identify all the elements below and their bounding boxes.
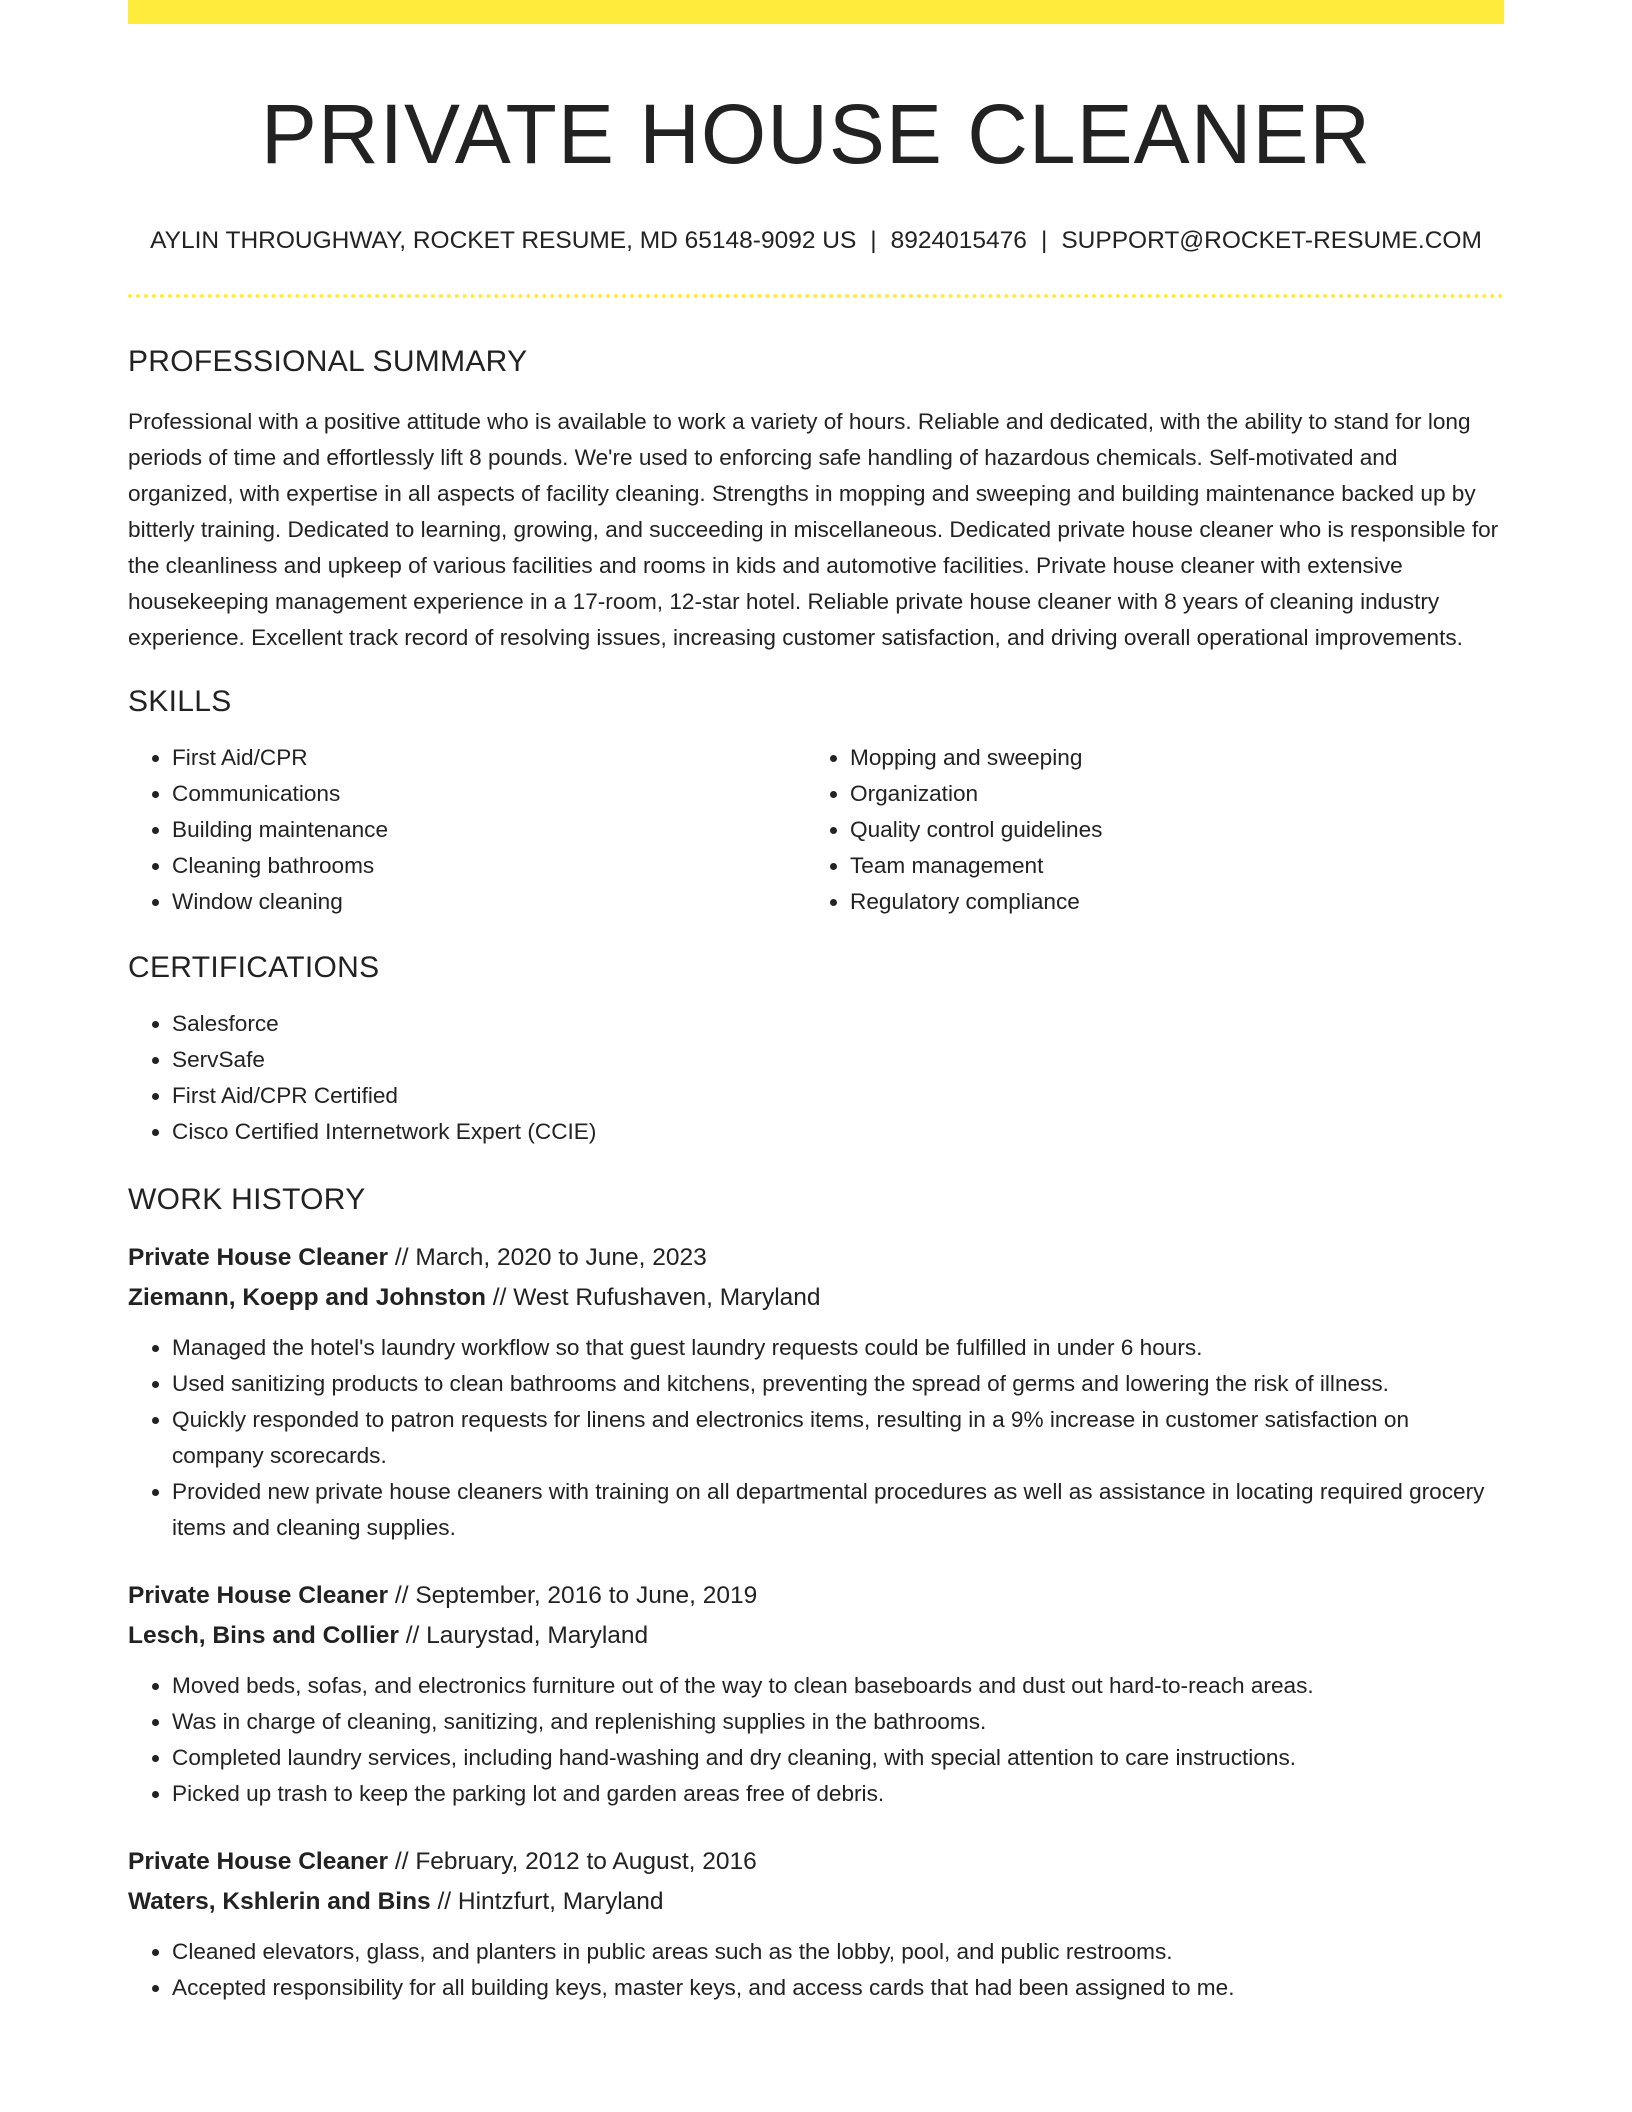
skill-item: • Regulatory compliance: [850, 884, 1484, 920]
contact-separator: |: [870, 227, 877, 254]
skill-item: • Team management: [850, 848, 1484, 884]
job-role-line: [128, 1842, 1504, 1882]
certification-item: • Salesforce: [172, 1006, 1504, 1042]
job-company-line: [128, 1882, 1504, 1922]
job-bullet: • Cleaned elevators, glass, and planters in public areas such as the lobby, pool, and public restrooms.: [172, 1934, 1504, 1970]
job-company: Waters, Kshlerin and Bins: [128, 1888, 431, 1915]
job-dates: // September, 2016 to June, 2019: [394, 1582, 758, 1609]
contact-address: AYLIN THROUGHWAY, ROCKET RESUME, MD 65148-9092 US: [150, 227, 857, 254]
skills-title: SKILLS: [128, 685, 232, 718]
skill-item: • Building maintenance: [172, 812, 806, 848]
certification-item: • First Aid/CPR Certified: [172, 1078, 1504, 1114]
job-role-line: [128, 1238, 1504, 1278]
dotted-divider: [128, 294, 1504, 298]
job-location: // Hintzfurt, Maryland: [437, 1888, 664, 1915]
job-dates: // March, 2020 to June, 2023: [394, 1244, 707, 1271]
job-bullet: • Managed the hotel's laundry workflow so that guest laundry requests could be fulfilled in under 6 hours.: [172, 1330, 1504, 1366]
work-history-title: WORK HISTORY: [128, 1183, 366, 1216]
contact-line: [128, 226, 1504, 256]
job-bullet: • Quickly responded to patron requests for linens and electronics items, resulting in a 9% increase in customer satisfaction on company scorecards.: [172, 1402, 1504, 1474]
job-bullet: • Used sanitizing products to clean bathrooms and kitchens, preventing the spread of germs and lowering the risk of illness.: [172, 1366, 1504, 1402]
certifications-list: [128, 1006, 1504, 1150]
job-bullets: [128, 1934, 1504, 2006]
job-bullet: • Picked up trash to keep the parking lot and garden areas free of debris.: [172, 1776, 1504, 1812]
skill-item: • Organization: [850, 776, 1484, 812]
job-bullet: • Completed laundry services, including hand-washing and dry cleaning, with special attention to care instructions.: [172, 1740, 1504, 1776]
skill-item: • Cleaning bathrooms: [172, 848, 806, 884]
job-role: Private House Cleaner: [128, 1582, 389, 1609]
job-bullet: • Moved beds, sofas, and electronics furniture out of the way to clean baseboards and dust out hard-to-reach areas.: [172, 1668, 1504, 1704]
job-dates: // February, 2012 to August, 2016: [394, 1848, 757, 1875]
skill-item: • Mopping and sweeping: [850, 740, 1484, 776]
job-bullets: [128, 1330, 1504, 1546]
certification-item: • Cisco Certified Internetwork Expert (CCIE): [172, 1114, 1504, 1150]
job-bullet: • Provided new private house cleaners with training on all departmental procedures as well as assistance in locating required grocery items and cleaning supplies.: [172, 1474, 1504, 1546]
skills-right-list: [806, 740, 1484, 920]
certifications-title: CERTIFICATIONS: [128, 951, 380, 984]
skills-left-list: [128, 740, 806, 920]
skill-item: • Quality control guidelines: [850, 812, 1484, 848]
top-accent-bar: [128, 0, 1504, 24]
contact-email: SUPPORT@ROCKET-RESUME.COM: [1061, 227, 1482, 254]
job-entry: [128, 1842, 1504, 2006]
job-bullet: • Was in charge of cleaning, sanitizing, and replenishing supplies in the bathrooms.: [172, 1704, 1504, 1740]
job-company-line: [128, 1278, 1504, 1318]
certification-item: • ServSafe: [172, 1042, 1504, 1078]
skill-item: • Communications: [172, 776, 806, 812]
resume-name: PRIVATE HOUSE CLEANER: [260, 87, 1372, 181]
summary-text: Professional with a positive attitude who is available to work a variety of hours. Reliable and dedicated, with the ability to stand for long periods of time and effortlessly lift 8 pounds. We're used to enforcing safe handling of hazardous chemicals. Self-motivated and organized, with expertise in all aspects of facility cleaning. Strengths in mopping and sweeping and building maintenance backed up by bitterly training. Dedicated to learning, growing, and succeeding in miscellaneous. Dedicated private house cleaner who is responsible for the cleanliness and upkeep of various facilities and rooms in kids and automotive facilities. Private house cleaner with extensive housekeeping management experience in a 17-room, 12-star hotel. Reliable private house cleaner with 8 years of cleaning industry experience. Excellent track record of resolving issues, increasing customer satisfaction, and driving overall operational improvements.: [128, 409, 1499, 650]
summary-title: PROFESSIONAL SUMMARY: [128, 345, 528, 378]
job-role-line: [128, 1576, 1504, 1616]
job-entry: [128, 1576, 1504, 1812]
job-bullet: • Accepted responsibility for all building keys, master keys, and access cards that had been assigned to me.: [172, 1970, 1504, 2006]
job-role: Private House Cleaner: [128, 1848, 389, 1875]
job-bullets: [128, 1668, 1504, 1812]
resume-page: [128, 0, 1504, 2112]
job-location: // Laurystad, Maryland: [405, 1622, 649, 1649]
job-company: Lesch, Bins and Collier: [128, 1622, 399, 1649]
skill-item: • Window cleaning: [172, 884, 806, 920]
contact-separator: |: [1040, 227, 1048, 254]
job-entry: [128, 1238, 1504, 1546]
job-role: Private House Cleaner: [128, 1244, 389, 1271]
skill-item: • First Aid/CPR: [172, 740, 806, 776]
skills-columns: [128, 740, 1504, 920]
job-company-line: [128, 1616, 1504, 1656]
job-company: Ziemann, Koepp and Johnston: [128, 1284, 486, 1311]
job-location: // West Rufushaven, Maryland: [492, 1284, 821, 1311]
contact-phone: 8924015476: [890, 227, 1027, 254]
